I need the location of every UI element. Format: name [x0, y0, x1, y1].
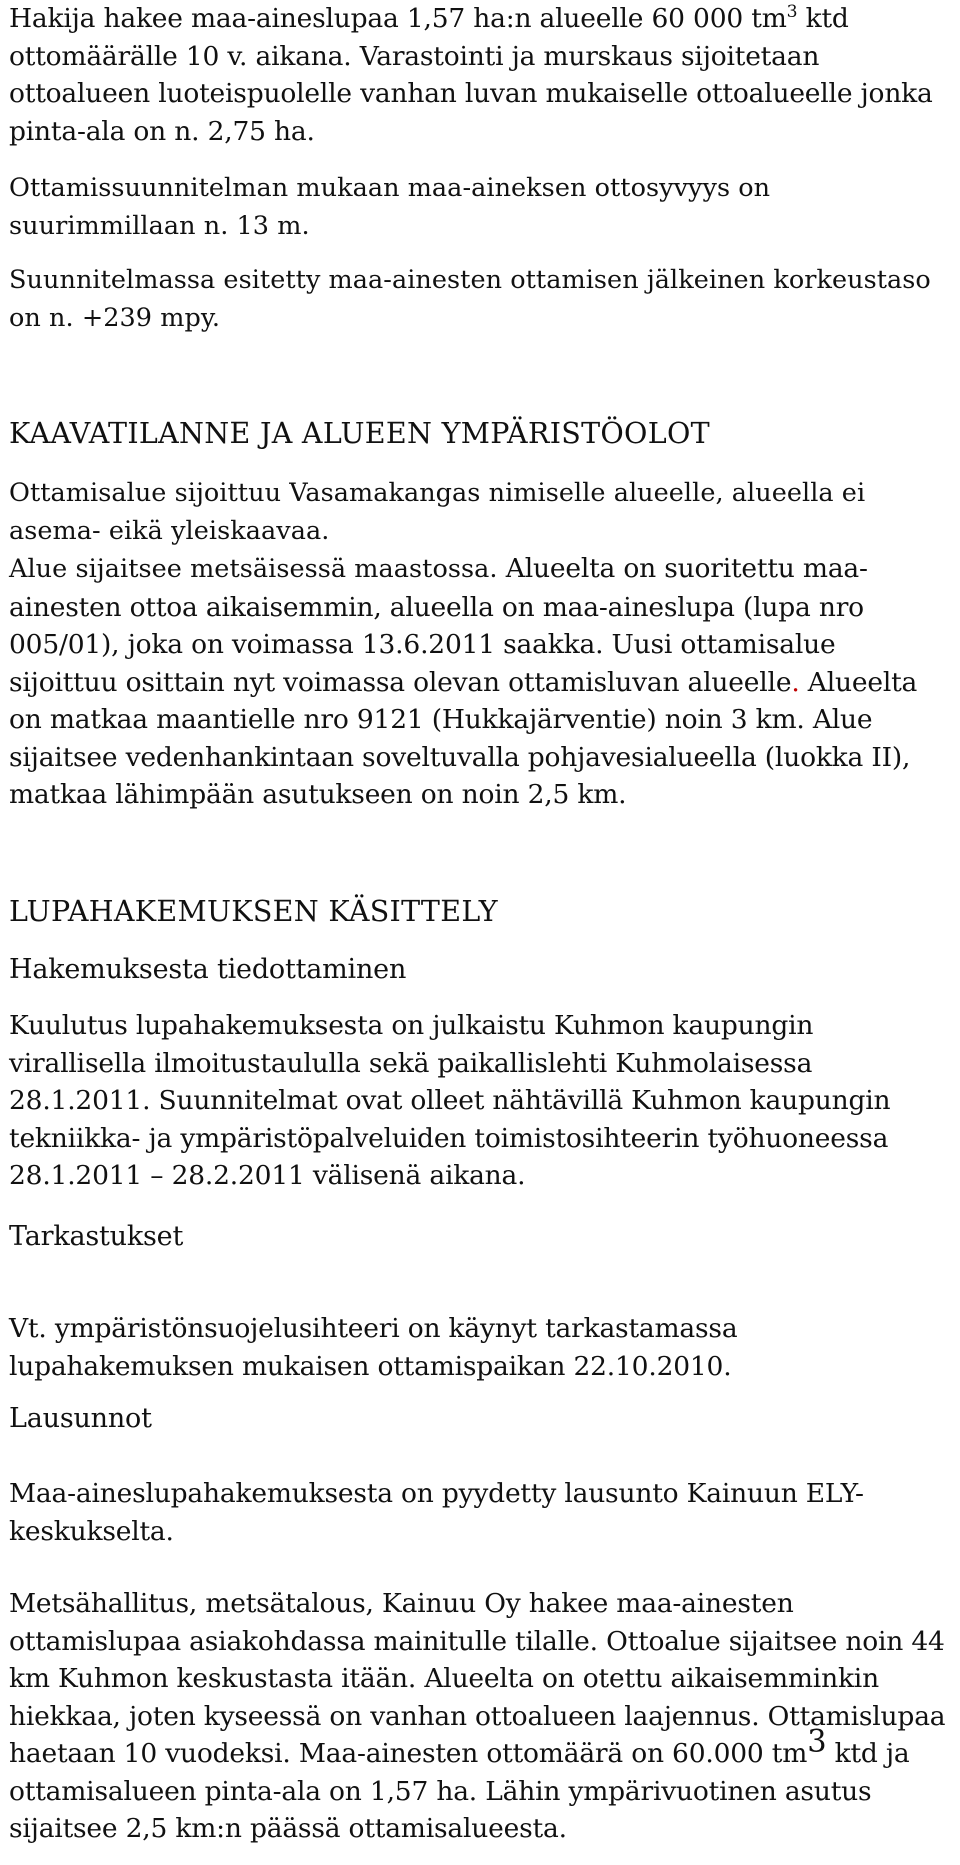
heading-processing: LUPAHAKEMUKSEN KÄSITTELY: [9, 895, 498, 928]
paragraph-elevation: Suunnitelmassa esitetty maa-ainesten ottamisen jälkeinen korkeustaso on n. +239 mpy.: [9, 265, 931, 333]
paragraph-statement-request: Maa-aineslupahakemuksesta on pyydetty lausunto Kainuun ELY-keskukselta.: [9, 1478, 864, 1547]
paragraph-zoning: Ottamisalue sijoittuu Vasamakangas nimiselle alueelle, alueella ei asema- eikä yleiskaavaa.: [9, 478, 866, 546]
paragraph-application: Hakija hakee maa-aineslupaa 1,57 ha:n alueelle 60 000 $tm^3$ ktd ottomäärälle 10 v. aikana. Varastointi ja murskaus sijoitetaan ottoalueen luoteispuolelle vanhan luvan mukaiselle ottoalueelle jonka pinta-ala on n. 2,75 ha.: [9, 2, 933, 147]
red-period-mark: .: [791, 666, 800, 698]
subheading-statements: Lausunnot: [9, 1403, 152, 1434]
subheading-inspections: Tarkastukset: [9, 1221, 184, 1252]
superscript-3: 3: [786, 2, 798, 23]
paragraph-depth: Ottamissuunnitelman mukaan maa-aineksen ottosyvyys on suurimmillaan n. 13 m.: [9, 173, 771, 241]
paragraph-statement-content: Metsähallitus, metsätalous, Kainuu Oy hakee maa-ainesten ottamislupaa asiakohdassa mainitulle tilalle. Ottoalue sijaitsee noin 44 km Kuhmon keskustasta itään. Alueelta on otettu aikaisemminkin hiekkaa, joten kyseessä on vanhan ottoalueen laajennus. Ottamislupaa haetaan 10 vuodeksi. Maa-ainesten ottomäärä on 60.000 tm3 ktd ja ottamisalueen pinta-ala on 1,57 ha. Lähin ympärivuotinen asutus sijaitsee 2,5 km:n päässä ottamisalueesta.: [9, 1588, 946, 1844]
paragraph-surroundings: Alue sijaitsee metsäisessä maastossa. Alueelta on suoritettu maa-ainesten ottoa aikaisemmin, alueella on maa-aineslupa (lupa nro 005/01), joka on voimassa 13.6.2011 saakka. Uusi ottamisalue sijoittuu osittain nyt voimassa olevan ottamisluvan alueelle. Alueelta on matkaa maantielle nro 9121 (Hukkajärventie) noin 3 km. Alue sijaitsee vedenhankintaan soveltuvalla pohjavesialueella (luokka II), matkaa lähimpään asutukseen on noin 2,5 km.: [9, 553, 918, 810]
paragraph-inspections: Vt. ympäristönsuojelusihteeri on käynyt tarkastamassa lupahakemuksen mukaisen ottamispaikan 22.10.2010.: [9, 1313, 738, 1382]
paragraph-notification: Kuulutus lupahakemuksesta on julkaistu Kuhmon kaupungin virallisella ilmoitustaululla sekä paikallislehti Kuhmolaisessa 28.1.2011. Suunnitelmat ovat olleet nähtävillä Kuhmon kaupungin tekniikka- ja ympäristöpalveluiden toimistosihteerin työhuoneessa 28.1.2011 – 28.2.2011 välisenä aikana.: [9, 1010, 891, 1191]
heading-zoning: KAAVATILANNE JA ALUEEN YMPÄRISTÖOLOT: [9, 417, 710, 450]
superscript-3: 3: [807, 1724, 827, 1760]
subheading-notification: Hakemuksesta tiedottaminen: [9, 954, 407, 985]
